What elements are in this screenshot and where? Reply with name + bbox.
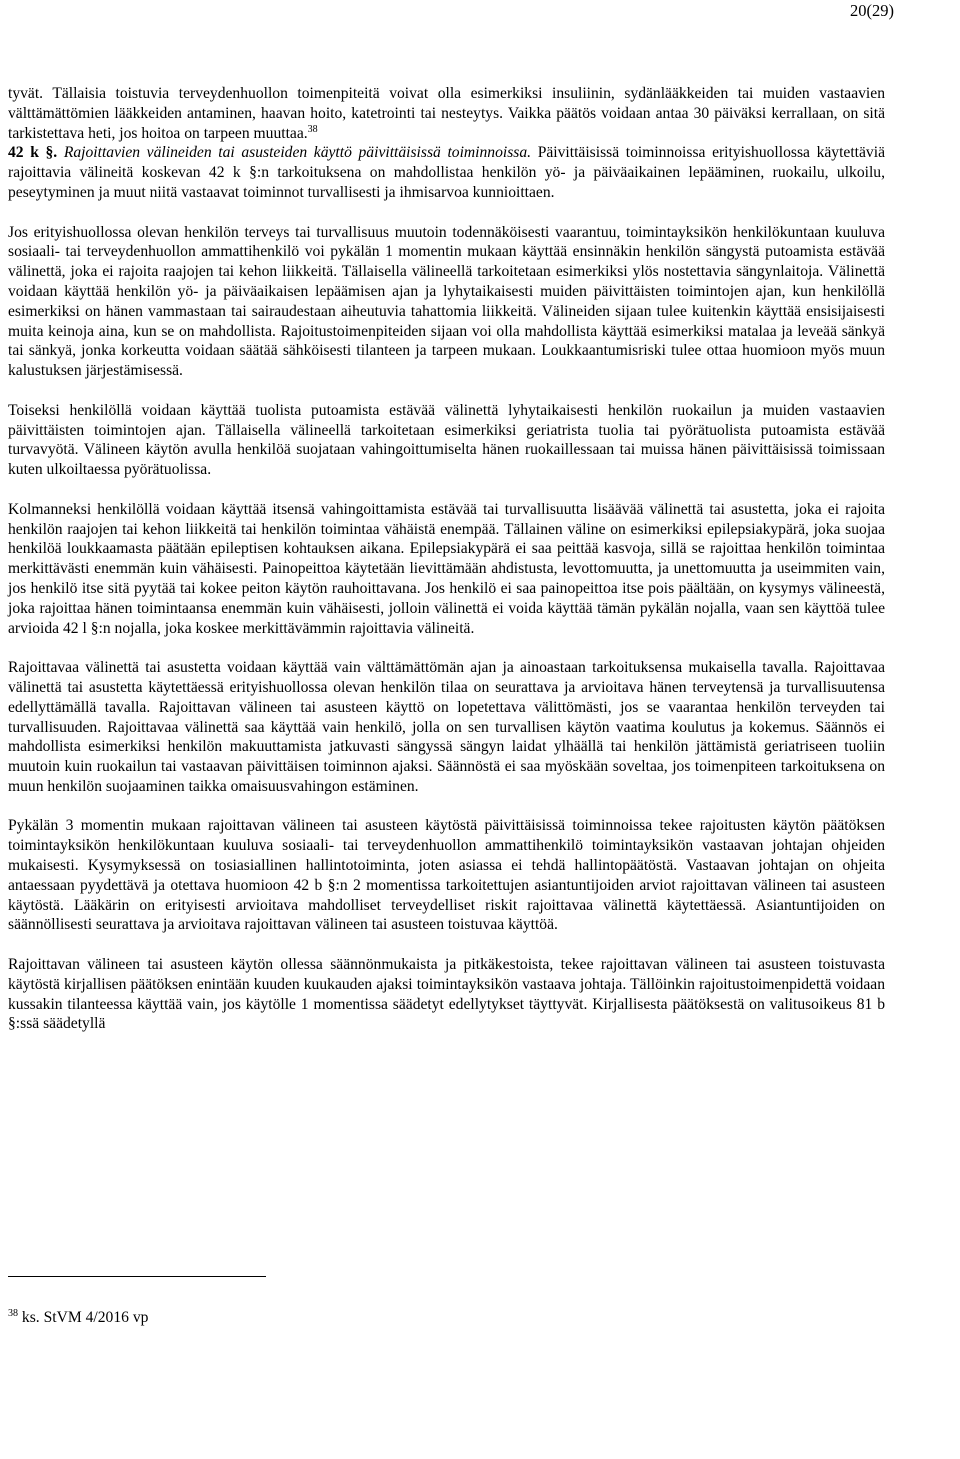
paragraph-6: Pykälän 3 momentin mukaan rajoittavan välineen tai asusteen käytöstä päivittäisissä toiminnoissa tekee rajoitusten käytön päätöksen toimintayksikön henkilökuntaan kuuluva sosiaali- tai terveydenhuollon ammattihenkilö toimintayksikön vastaavan johtajan ohjeiden mukaisesti. Kysymyksessä on tosiasiallinen hallintotoiminta, joten asiassa ei tehdä hallintopäätöstä. Vastaavan johtajan on ohjeita antaessaan pyydettävä ja otettava huomioon 42 b §:n 2 momentissa tarkoitettujen asiantuntijoiden arviot rajoittavan välineen tai asusteen käytöstä. Lääkärin on erityisesti arvioitava mahdolliset terveydelliset riskit rajoittavaa välinettä käytettäessä. Asiantuntijoiden on säännöllisesti seurattava ja arvioitava rajoittavan välineen tai asusteen toistuvaa käyttöä.	[8, 817, 885, 934]
page-number: 20(29)	[850, 1, 894, 20]
section-title: Rajoittavien välineiden tai asusteiden käyttö päivittäisissä toiminnoissa.	[63, 144, 532, 162]
paragraph-3: Toiseksi henkilöllä voidaan käyttää tuolista putoamista estävää välinettä lyhytaikaisesti henkilön ruokailun ja muiden vastaavien päivittäisten toimintojen ajan. Tällaisella välineellä tarkoitetaan esimerkiksi geriatrista tuolia tai pyörätuolista putoamista estävää turvavyötä. Välineen käytön avulla henkilöä suojataan vahingoittumiselta hänen ruokaillessaan tai muissa hänen päivittäisissä toimissaan kuten ulkoiltaessa pyörätuolissa.	[8, 401, 885, 479]
paragraph-4: Kolmanneksi henkilöllä voidaan käyttää itsensä vahingoittamista estävää tai turvallisuutta lisäävää välinettä tai asustetta, joka ei rajoita henkilön raajojen tai kehon liikkeitä tai henkilön toimintaa vähäistä enempää. Tällainen väline on esimerkiksi epilepsiakypärä, joka suojaa henkilöä loukkaamasta päätään epileptisen kohtauksen aikana. Epilepsiakypärä ei saa peittää kasvoja, sillä se rajoittaa henkilön toimintaa merkittävästi enemmän kuin vähäisesti. Painopeittoa käytetään lievittämään ahdistusta, levottomuutta, ja unettomuutta ja useimmiten vain, jos henkilö itse sitä pyytää tai kokee peiton käytön rauhoittavana. Jos henkilö ei saa painopeittoa itse pois päältään, on kysymys välineestä, joka rajoittaa hänen toimintaansa enemmän kuin vähäisesti, jolloin välinettä ei voida käyttää tämän pykälän nojalla, vaan sen käyttöä tulee arvioida 42 l §:n nojalla, joka koskee merkittävämmin rajoittavia välineitä.	[8, 500, 885, 637]
document-body	[8, 84, 885, 1034]
footnote-reference: 38	[307, 123, 318, 135]
footnote-number: 38	[8, 1307, 18, 1319]
intro-paragraph-text: tyvät. Tällaisia toistuvia terveydenhuollon toimenpiteitä voivat olla esimerkiksi insuliinin, sydänlääkkeiden tai muiden vastaavien välttämättömien lääkkeiden antaminen, haavan hoito, katetrointi tai nesteytys. Vaikka päätös voidaan antaa 30 päiväksi kerrallaan, on sitä tarkistettava heti, jos hoitoa on tarpeen muuttaa.	[8, 85, 885, 142]
paragraph-5: Rajoittavaa välinettä tai asustetta voidaan käyttää vain välttämättömän ajan ja ainoastaan tarkoituksensa mukaisella tavalla. Rajoittavaa välinettä tai asustetta käytettäessä erityishuollossa olevan henkilön tilaa on seurattava ja arvioitava hänen terveytensä ja turvallisuutensa edellyttämällä tavalla. Rajoittavan välineen tai asusteen käyttö on lopetettava välittömästi, jos se vaarantaa henkilön terveyden tai turvallisuuden. Rajoittavaa välinettä saa käyttää vain henkilö, jolla on sen turvallisen käytön vaatima koulutus ja kokemus. Säännös ei mahdollista esimerkiksi henkilön makuuttamista jatkuvasti sängyssä sängyn laidat ylhäällä tai henkilön jättämistä geriatriseen tuoliin muutoin kuin ruokailun tai vastaavan päivittäisen toiminnon ajaksi. Säännöstä ei saa myöskään soveltaa, jos toimenpiteen tarkoituksena on muun henkilön suojaaminen taikka omaisuusvahingon estäminen.	[8, 659, 885, 795]
paragraph-2: Jos erityishuollossa olevan henkilön terveys tai turvallisuus muutoin todennäköisesti vaarantuu, toimintayksikön henkilökuntaan kuuluva sosiaali- tai terveydenhuollon ammattihenkilö voi pykälän 1 momentin mukaan käyttää ensinnäkin henkilön sängystä putoamista estävää välinettä, joka ei rajoita raajojen tai kehon liikkeitä. Tällaisella välineellä tarkoitetaan esimerkiksi ylös nostettavia sängynlaitoja. Välinettä voidaan käyttää henkilön yö- ja päiväaikaisen lepäämisen ajan ja lyhytaikaisesti muiden päivittäisten toimintojen ajan, kun henkilöllä esimerkiksi on hänen vammastaan tai sairaudestaan aiheutuvia tahattomia liikkeitä. Välineiden sijaan tulee kuitenkin käyttää ensisijaisesti muita keinoja aina, kun se on mahdollista. Rajoitustoimenpiteiden sijaan voi olla mahdollista käyttää esimerkiksi matalaa ja leveää sänkyä tai sänkyä, jonka korkeutta voidaan säätää sähköisesti tilanteen ja tarpeen mukaan. Loukkaantumisriski tulee ottaa huomioon myös muun kalustuksen järjestämisessä.	[8, 223, 885, 380]
footnote	[8, 1308, 148, 1328]
paragraph-7: Rajoittavan välineen tai asusteen käytön ollessa säännönmukaista ja pitkäkestoista, tekee rajoittavan välineen tai asusteen toistuvasta käytöstä kirjallisen päätöksen enintään kuuden kuukauden ajaksi toimintayksikön vastaava johtaja. Tällöinkin rajoitustoimenpidettä voidaan kussakin tilanteessa käyttää vain, jos käytölle 1 momentissa säädetyt edellytykset täyttyvät. Kirjallisesta päätöksestä on valitusoikeus 81 b §:ssä säädetyllä	[8, 956, 885, 1033]
section-text: Päivittäisissä toiminnoissa erityishuollossa käytettäviä rajoittavia välineitä koskevan 42 k §:n tarkoituksena on mahdollistaa henkilön yö- ja päiväaikainen lepääminen, ruokailu, ulkoilu, peseytyminen ja muut niitä vastaavat toiminnot turvallisesti ja ihmisarvoa kunnioittaen.	[8, 144, 885, 201]
footnote-divider	[8, 1276, 266, 1277]
intro-paragraph	[8, 84, 885, 143]
section-number: 42 k §.	[8, 144, 58, 162]
section-42k	[8, 143, 885, 202]
footnote-text: ks. StVM 4/2016 vp	[21, 1309, 149, 1326]
